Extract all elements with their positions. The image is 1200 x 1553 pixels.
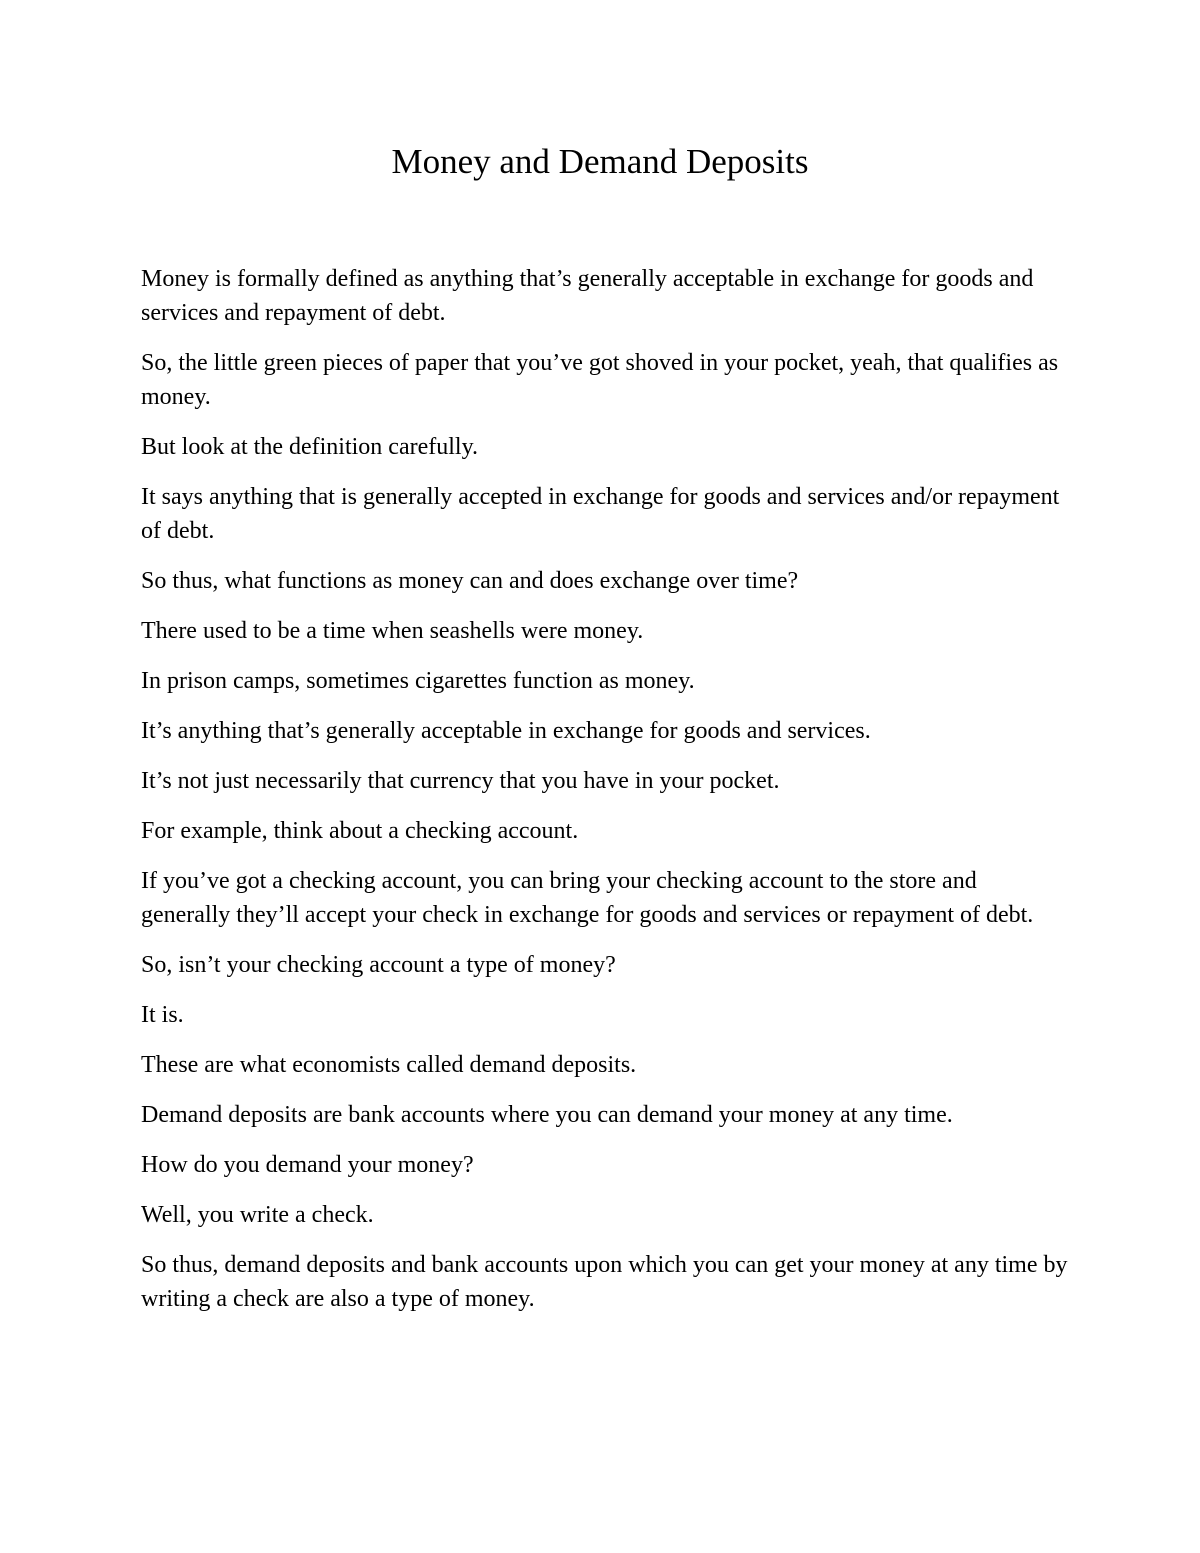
paragraph-1: Money is formally defined as anything that’s generally acceptable in exchange for goods and services and repayment of debt.: [141, 266, 1034, 326]
document-title: Money and Demand Deposits: [391, 142, 809, 181]
paragraph-5: So thus, what functions as money can and does exchange over time?: [141, 568, 799, 594]
paragraph-8: It’s anything that’s generally acceptable in exchange for goods and services.: [141, 718, 871, 744]
paragraph-3: But look at the definition carefully.: [141, 434, 479, 460]
paragraph-4: It says anything that is generally accepted in exchange for goods and services and/or repayment of debt.: [141, 484, 1060, 544]
paragraph-9: It’s not just necessarily that currency that you have in your pocket.: [141, 768, 780, 794]
paragraph-12: So, isn’t your checking account a type of money?: [141, 952, 616, 978]
paragraph-2: So, the little green pieces of paper that you’ve got shoved in your pocket, yeah, that qualifies as money.: [141, 350, 1059, 410]
paragraph-6: There used to be a time when seashells were money.: [141, 618, 644, 644]
paragraph-15: Demand deposits are bank accounts where you can demand your money at any time.: [141, 1102, 953, 1128]
paragraph-11: If you’ve got a checking account, you can bring your checking account to the store and generally they’ll accept your check in exchange for goods and services or repayment of debt.: [141, 868, 1034, 928]
paragraph-7: In prison camps, sometimes cigarettes function as money.: [141, 668, 695, 694]
document-body: [141, 262, 1071, 1332]
paragraph-10: For example, think about a checking account.: [141, 818, 579, 844]
paragraph-18: So thus, demand deposits and bank accounts upon which you can get your money at any time by writing a check are also a type of money.: [141, 1252, 1068, 1312]
paragraph-17: Well, you write a check.: [141, 1202, 374, 1228]
paragraph-16: How do you demand your money?: [141, 1152, 474, 1178]
paragraph-13: It is.: [141, 1002, 184, 1028]
paragraph-14: These are what economists called demand deposits.: [141, 1052, 637, 1078]
